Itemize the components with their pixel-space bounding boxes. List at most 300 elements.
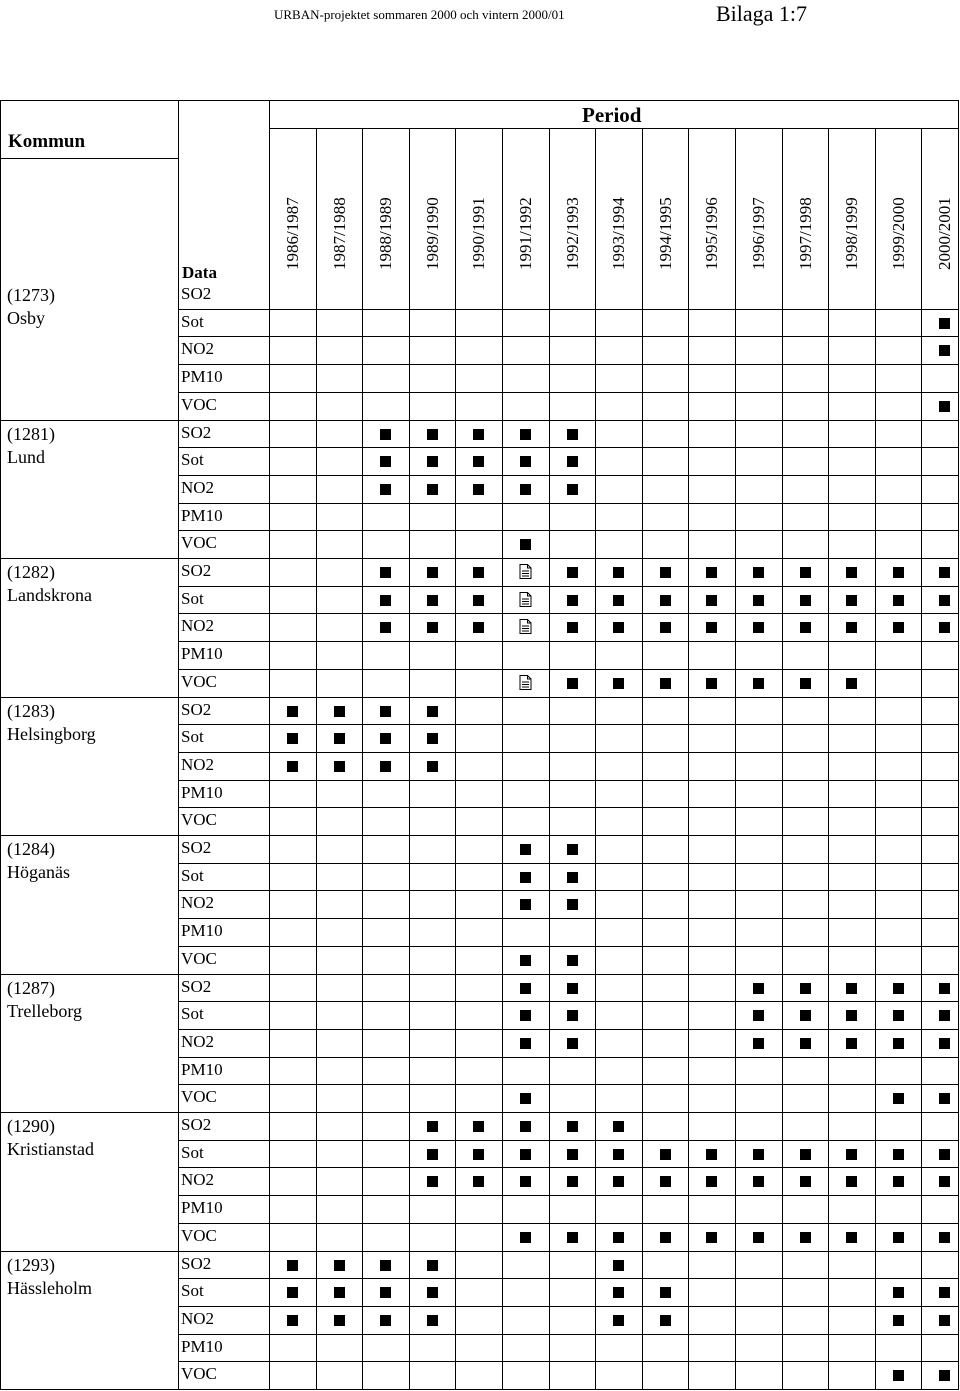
measurement-mark bbox=[753, 1149, 764, 1160]
measurement-mark bbox=[846, 622, 857, 633]
measurement-mark bbox=[846, 1149, 857, 1160]
grid-line bbox=[958, 100, 959, 1389]
measurement-mark bbox=[939, 1315, 950, 1326]
parameter-label: SO2 bbox=[181, 1115, 212, 1134]
kommun-name: Trelleborg bbox=[7, 1000, 83, 1021]
data-heading: Data bbox=[182, 263, 217, 282]
measurement-mark bbox=[660, 622, 671, 633]
measurement-mark bbox=[473, 1149, 484, 1160]
measurement-mark bbox=[660, 678, 671, 689]
parameter-label: NO2 bbox=[181, 339, 215, 359]
measurement-mark bbox=[613, 595, 624, 606]
measurement-mark bbox=[567, 622, 578, 633]
measurement-mark bbox=[706, 622, 717, 633]
grid-line bbox=[178, 780, 958, 781]
measurement-mark bbox=[380, 1260, 391, 1271]
grid-line bbox=[178, 918, 958, 919]
measurement-mark bbox=[753, 983, 764, 994]
grid-line bbox=[178, 1167, 958, 1168]
grid-line bbox=[178, 586, 958, 587]
measurement-mark bbox=[613, 622, 624, 633]
measurement-mark bbox=[473, 595, 484, 606]
parameter-label: PM10 bbox=[181, 367, 223, 387]
measurement-mark bbox=[427, 429, 438, 440]
grid-line bbox=[178, 1140, 958, 1141]
measurement-mark bbox=[800, 1149, 811, 1160]
measurement-mark bbox=[800, 1176, 811, 1187]
grid-line bbox=[549, 128, 550, 1389]
measurement-mark bbox=[427, 456, 438, 467]
measurement-mark bbox=[939, 1232, 950, 1243]
measurement-mark bbox=[427, 1121, 438, 1132]
parameter-label: VOC bbox=[181, 810, 217, 830]
measurement-mark bbox=[427, 1176, 438, 1187]
measurement-mark bbox=[660, 567, 671, 578]
parameter-label: Sot bbox=[181, 450, 204, 470]
year-header: 1988/1989 bbox=[376, 197, 396, 270]
measurement-mark bbox=[846, 567, 857, 578]
grid-line bbox=[828, 128, 829, 1389]
measurement-mark bbox=[660, 1315, 671, 1326]
measurement-mark bbox=[520, 1038, 531, 1049]
measurement-mark bbox=[427, 733, 438, 744]
measurement-mark bbox=[427, 567, 438, 578]
measurement-mark bbox=[473, 1176, 484, 1187]
measurement-mark bbox=[520, 429, 531, 440]
document-icon bbox=[519, 564, 532, 579]
kommun-code: (1273) bbox=[7, 285, 55, 305]
measurement-mark bbox=[334, 761, 345, 772]
measurement-mark bbox=[846, 1232, 857, 1243]
parameter-label: NO2 bbox=[181, 893, 215, 913]
measurement-mark bbox=[800, 678, 811, 689]
grid-line bbox=[735, 128, 736, 1389]
parameter-label: SO2 bbox=[181, 422, 212, 442]
grid-line bbox=[0, 100, 1, 1389]
measurement-mark bbox=[287, 1315, 298, 1326]
grid-line bbox=[178, 1306, 958, 1307]
grid-line bbox=[178, 752, 958, 753]
measurement-mark bbox=[893, 1010, 904, 1021]
measurement-mark bbox=[567, 983, 578, 994]
measurement-mark bbox=[520, 484, 531, 495]
measurement-mark bbox=[567, 456, 578, 467]
measurement-mark bbox=[939, 1038, 950, 1049]
parameter-label: VOC bbox=[181, 1225, 217, 1245]
parameter-label: NO2 bbox=[181, 1308, 215, 1328]
kommun-name: Kristianstad bbox=[7, 1139, 94, 1159]
measurement-mark bbox=[706, 1232, 717, 1243]
data-table bbox=[0, 100, 960, 1391]
measurement-mark bbox=[380, 706, 391, 717]
document-icon bbox=[519, 592, 532, 607]
measurement-mark bbox=[520, 1093, 531, 1104]
kommun-name: Lund bbox=[7, 446, 45, 467]
grid-line bbox=[178, 392, 958, 393]
measurement-mark bbox=[893, 1038, 904, 1049]
measurement-mark bbox=[520, 899, 531, 910]
measurement-mark bbox=[427, 761, 438, 772]
measurement-mark bbox=[660, 1232, 671, 1243]
measurement-mark bbox=[939, 567, 950, 578]
measurement-mark bbox=[753, 1010, 764, 1021]
kommun-label bbox=[7, 561, 92, 607]
grid-line bbox=[502, 128, 503, 1389]
measurement-mark bbox=[800, 983, 811, 994]
measurement-mark bbox=[660, 1287, 671, 1298]
measurement-mark bbox=[706, 595, 717, 606]
measurement-mark bbox=[334, 733, 345, 744]
year-header: 1999/2000 bbox=[888, 197, 908, 270]
grid-line bbox=[178, 336, 958, 337]
grid-line bbox=[178, 1278, 958, 1279]
measurement-mark bbox=[893, 1315, 904, 1326]
parameter-label: NO2 bbox=[181, 477, 215, 497]
grid-line bbox=[0, 420, 958, 421]
measurement-mark bbox=[473, 456, 484, 467]
measurement-mark bbox=[893, 983, 904, 994]
parameter-label: NO2 bbox=[181, 616, 215, 636]
measurement-mark bbox=[567, 955, 578, 966]
measurement-mark bbox=[753, 595, 764, 606]
measurement-mark bbox=[660, 595, 671, 606]
year-header: 1994/1995 bbox=[655, 197, 675, 270]
year-header: 1987/1988 bbox=[329, 197, 349, 270]
measurement-mark bbox=[846, 678, 857, 689]
grid-line bbox=[0, 158, 178, 159]
measurement-mark bbox=[567, 595, 578, 606]
grid-line bbox=[0, 558, 958, 559]
measurement-mark bbox=[893, 1176, 904, 1187]
measurement-mark bbox=[520, 1149, 531, 1160]
measurement-mark bbox=[800, 1038, 811, 1049]
measurement-mark bbox=[939, 983, 950, 994]
parameter-label: SO2 bbox=[181, 284, 212, 303]
measurement-mark bbox=[753, 1038, 764, 1049]
grid-line bbox=[178, 309, 958, 310]
document-icon bbox=[519, 619, 532, 634]
grid-line bbox=[875, 128, 876, 1389]
grid-line bbox=[642, 128, 643, 1389]
parameter-label: PM10 bbox=[181, 1198, 223, 1218]
measurement-mark bbox=[520, 1232, 531, 1243]
kommun-code: (1293) bbox=[7, 1254, 55, 1275]
measurement-mark bbox=[380, 567, 391, 578]
measurement-mark bbox=[613, 567, 624, 578]
measurement-mark bbox=[939, 1287, 950, 1298]
measurement-mark bbox=[753, 1232, 764, 1243]
grid-line bbox=[178, 1334, 958, 1335]
measurement-mark bbox=[939, 595, 950, 606]
measurement-mark bbox=[893, 1370, 904, 1381]
measurement-mark bbox=[939, 1176, 950, 1187]
measurement-mark bbox=[427, 595, 438, 606]
parameter-label: PM10 bbox=[181, 921, 223, 941]
measurement-mark bbox=[427, 1287, 438, 1298]
kommun-label bbox=[7, 423, 55, 469]
grid-line bbox=[178, 1057, 958, 1058]
parameter-label: SO2 bbox=[181, 699, 212, 719]
parameter-label: SO2 bbox=[181, 561, 212, 580]
parameter-label: Sot bbox=[181, 311, 204, 331]
appendix-label: Bilaga 1:7 bbox=[716, 1, 808, 26]
measurement-mark bbox=[567, 872, 578, 883]
measurement-mark bbox=[800, 595, 811, 606]
parameter-label: SO2 bbox=[181, 976, 212, 996]
measurement-mark bbox=[567, 429, 578, 440]
project-title: URBAN-projektet sommaren 2000 och vintern 2000/01 bbox=[274, 7, 565, 22]
measurement-mark bbox=[939, 318, 950, 329]
measurement-mark bbox=[334, 1315, 345, 1326]
parameter-label: PM10 bbox=[181, 782, 223, 802]
measurement-mark bbox=[893, 1232, 904, 1243]
grid-line bbox=[178, 530, 958, 531]
kommun-label bbox=[7, 838, 70, 884]
grid-line bbox=[178, 1195, 958, 1196]
year-header: 1997/1998 bbox=[795, 197, 815, 270]
grid-line bbox=[178, 475, 958, 476]
grid-line bbox=[0, 1389, 959, 1390]
grid-line bbox=[178, 447, 958, 448]
measurement-mark bbox=[660, 1149, 671, 1160]
kommun-label bbox=[7, 700, 96, 746]
parameter-label: VOC bbox=[181, 533, 217, 553]
kommun-label bbox=[7, 1115, 94, 1161]
grid-line bbox=[178, 890, 958, 891]
measurement-mark bbox=[800, 1010, 811, 1021]
kommun-name: Helsingborg bbox=[7, 723, 96, 744]
year-header: 2000/2001 bbox=[935, 197, 955, 270]
measurement-mark bbox=[613, 1232, 624, 1243]
measurement-mark bbox=[753, 678, 764, 689]
measurement-mark bbox=[567, 844, 578, 855]
parameter-label: NO2 bbox=[181, 1031, 215, 1051]
measurement-mark bbox=[473, 429, 484, 440]
measurement-mark bbox=[939, 622, 950, 633]
grid-line bbox=[316, 128, 317, 1389]
kommun-code: (1283) bbox=[7, 700, 55, 721]
measurement-mark bbox=[567, 1176, 578, 1187]
measurement-mark bbox=[334, 706, 345, 717]
grid-line bbox=[0, 1251, 958, 1252]
year-header: 1995/1996 bbox=[702, 197, 722, 270]
measurement-mark bbox=[893, 622, 904, 633]
grid-line bbox=[688, 128, 689, 1389]
measurement-mark bbox=[427, 622, 438, 633]
measurement-mark bbox=[567, 1149, 578, 1160]
measurement-mark bbox=[520, 983, 531, 994]
measurement-mark bbox=[520, 872, 531, 883]
measurement-mark bbox=[520, 844, 531, 855]
year-header: 1998/1999 bbox=[842, 197, 862, 270]
measurement-mark bbox=[613, 678, 624, 689]
parameter-label: VOC bbox=[181, 671, 217, 691]
parameter-label: Sot bbox=[181, 588, 204, 608]
measurement-mark bbox=[334, 1260, 345, 1271]
measurement-mark bbox=[893, 1093, 904, 1104]
measurement-mark bbox=[939, 1370, 950, 1381]
measurement-mark bbox=[473, 622, 484, 633]
grid-line bbox=[455, 128, 456, 1389]
parameter-label: Sot bbox=[181, 727, 204, 747]
measurement-mark bbox=[427, 484, 438, 495]
measurement-mark bbox=[473, 1121, 484, 1132]
measurement-mark bbox=[613, 1121, 624, 1132]
grid-line bbox=[178, 1001, 958, 1002]
kommun-code: (1282) bbox=[7, 562, 55, 582]
measurement-mark bbox=[380, 429, 391, 440]
kommun-code: (1284) bbox=[7, 839, 55, 859]
parameter-label: PM10 bbox=[181, 1059, 223, 1079]
year-header: 1992/1993 bbox=[562, 197, 582, 270]
parameter-label: VOC bbox=[181, 1087, 217, 1107]
measurement-mark bbox=[706, 567, 717, 578]
kommun-name: Landskrona bbox=[7, 585, 92, 605]
grid-line bbox=[178, 807, 958, 808]
grid-line bbox=[0, 697, 958, 698]
measurement-mark bbox=[427, 1149, 438, 1160]
measurement-mark bbox=[800, 1232, 811, 1243]
measurement-mark bbox=[939, 1149, 950, 1160]
grid-line bbox=[0, 835, 958, 836]
measurement-mark bbox=[427, 1260, 438, 1271]
measurement-mark bbox=[893, 1149, 904, 1160]
measurement-mark bbox=[939, 1010, 950, 1021]
measurement-mark bbox=[287, 733, 298, 744]
measurement-mark bbox=[753, 622, 764, 633]
grid-line bbox=[782, 128, 783, 1389]
measurement-mark bbox=[380, 595, 391, 606]
measurement-mark bbox=[893, 1287, 904, 1298]
grid-line bbox=[178, 364, 958, 365]
parameter-label: VOC bbox=[181, 1364, 217, 1384]
measurement-mark bbox=[520, 1010, 531, 1021]
kommun-name: Osby bbox=[7, 308, 46, 328]
measurement-mark bbox=[753, 567, 764, 578]
year-header: 1989/1990 bbox=[422, 197, 442, 270]
measurement-mark bbox=[473, 484, 484, 495]
grid-line bbox=[178, 641, 958, 642]
year-header: 1990/1991 bbox=[469, 197, 489, 270]
period-heading: Period bbox=[582, 103, 642, 127]
measurement-mark bbox=[613, 1176, 624, 1187]
measurement-mark bbox=[473, 567, 484, 578]
measurement-mark bbox=[846, 1176, 857, 1187]
measurement-mark bbox=[706, 1176, 717, 1187]
measurement-mark bbox=[846, 1038, 857, 1049]
parameter-label: SO2 bbox=[181, 1253, 212, 1273]
measurement-mark bbox=[334, 1287, 345, 1298]
measurement-mark bbox=[380, 761, 391, 772]
measurement-mark bbox=[520, 955, 531, 966]
measurement-mark bbox=[613, 1287, 624, 1298]
grid-line bbox=[0, 974, 958, 975]
year-header: 1996/1997 bbox=[749, 197, 768, 270]
measurement-mark bbox=[567, 1038, 578, 1049]
measurement-mark bbox=[520, 539, 531, 550]
measurement-mark bbox=[287, 1287, 298, 1298]
measurement-mark bbox=[520, 456, 531, 467]
measurement-mark bbox=[380, 1287, 391, 1298]
measurement-mark bbox=[800, 622, 811, 633]
measurement-mark bbox=[613, 1315, 624, 1326]
kommun-code: (1281) bbox=[7, 423, 55, 444]
parameter-label: Sot bbox=[181, 1142, 204, 1162]
parameter-label: SO2 bbox=[181, 838, 212, 857]
kommun-name: Höganäs bbox=[7, 862, 70, 882]
year-header: 1991/1992 bbox=[516, 197, 535, 270]
grid-line bbox=[178, 503, 958, 504]
grid-line bbox=[178, 863, 958, 864]
grid-line bbox=[178, 724, 958, 725]
kommun-label bbox=[7, 977, 82, 1023]
measurement-mark bbox=[893, 595, 904, 606]
measurement-mark bbox=[380, 622, 391, 633]
grid-line bbox=[595, 128, 596, 1389]
measurement-mark bbox=[380, 1315, 391, 1326]
measurement-mark bbox=[939, 1093, 950, 1104]
parameter-label: Sot bbox=[181, 1281, 204, 1301]
parameter-label: Sot bbox=[181, 1004, 204, 1024]
kommun-label bbox=[7, 284, 55, 330]
kommun-code: (1287) bbox=[7, 977, 55, 998]
measurement-mark bbox=[380, 456, 391, 467]
measurement-mark bbox=[660, 1176, 671, 1187]
measurement-mark bbox=[287, 1260, 298, 1271]
grid-line bbox=[178, 1084, 958, 1085]
kommun-heading: Kommun bbox=[8, 131, 86, 152]
measurement-mark bbox=[939, 401, 950, 412]
grid-line bbox=[362, 128, 363, 1389]
measurement-mark bbox=[939, 345, 950, 356]
grid-line bbox=[178, 946, 958, 947]
measurement-mark bbox=[520, 1121, 531, 1132]
grid-line bbox=[178, 613, 958, 614]
measurement-mark bbox=[706, 678, 717, 689]
grid-line bbox=[409, 128, 410, 1389]
grid-line bbox=[178, 1029, 958, 1030]
parameter-label: Sot bbox=[181, 865, 204, 885]
measurement-mark bbox=[893, 567, 904, 578]
measurement-mark bbox=[800, 567, 811, 578]
grid-line bbox=[178, 1223, 958, 1224]
document-icon bbox=[519, 675, 532, 690]
measurement-mark bbox=[427, 706, 438, 717]
measurement-mark bbox=[846, 595, 857, 606]
measurement-mark bbox=[520, 1176, 531, 1187]
measurement-mark bbox=[287, 706, 298, 717]
parameter-label: PM10 bbox=[181, 644, 223, 664]
measurement-mark bbox=[753, 1176, 764, 1187]
grid-line bbox=[178, 1361, 958, 1362]
measurement-mark bbox=[427, 1315, 438, 1326]
grid-line bbox=[269, 128, 958, 129]
parameter-label: NO2 bbox=[181, 754, 215, 774]
parameter-label: PM10 bbox=[181, 1336, 223, 1356]
measurement-mark bbox=[380, 484, 391, 495]
measurement-mark bbox=[567, 484, 578, 495]
measurement-mark bbox=[706, 1149, 717, 1160]
measurement-mark bbox=[567, 1010, 578, 1021]
grid-line bbox=[0, 1112, 958, 1113]
kommun-name: Hässleholm bbox=[7, 1277, 92, 1298]
grid-line bbox=[178, 669, 958, 670]
grid-line bbox=[0, 100, 958, 101]
measurement-mark bbox=[567, 899, 578, 910]
measurement-mark bbox=[613, 1149, 624, 1160]
parameter-label: NO2 bbox=[181, 1170, 215, 1190]
parameter-label: VOC bbox=[181, 948, 217, 968]
